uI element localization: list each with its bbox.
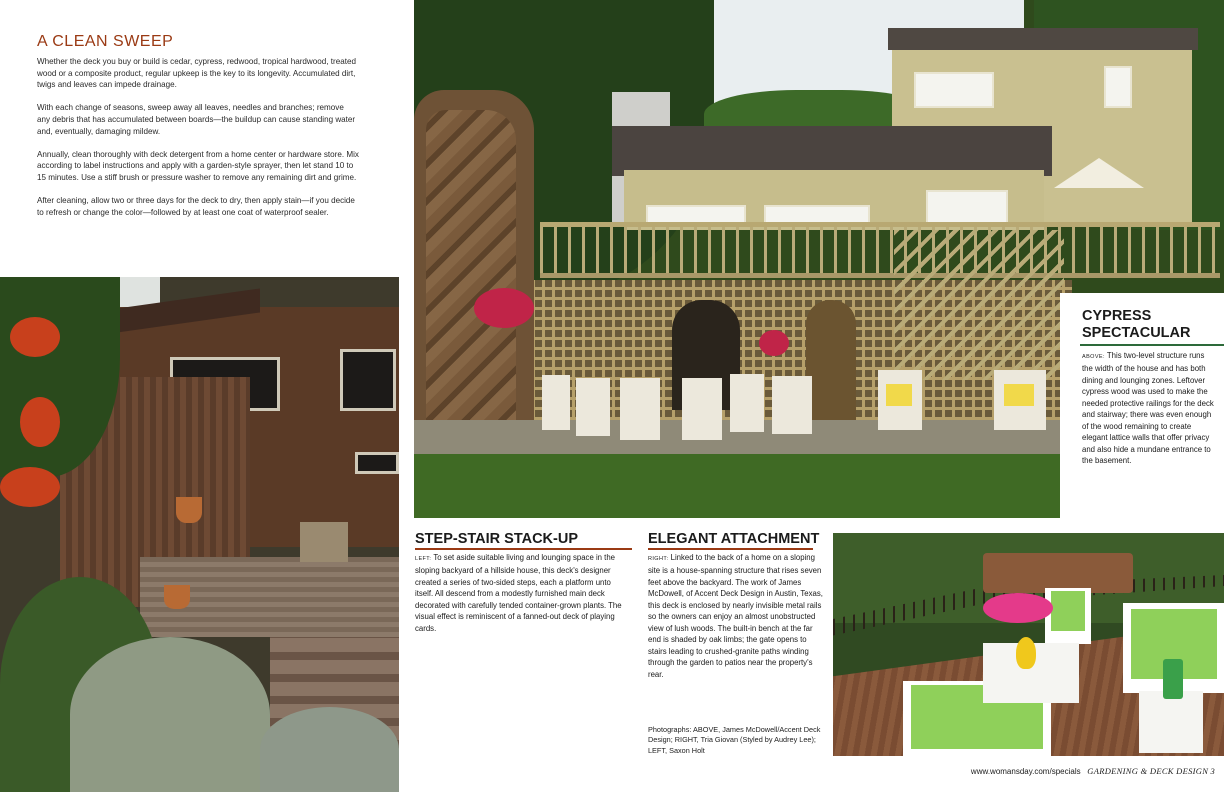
sweep-paragraph: After cleaning, allow two or three days for the deck to dry, then apply stain—if you decide to refresh or change the color—followed by at least one coat of waterproof sealer. [37,196,355,217]
caption-text: To set aside suitable living and lounging space in the sloping backyard of a hillside house, this deck's designer created a series of two-sided steps, each a platform unto itself. All descend from a modestly furnished main deck decorated with carefully tended container-grown plants. The visual effect is reminiscent of a fanned-out deck of playing cards. [415,553,622,633]
side-table [1139,691,1203,753]
sweep-heading: A CLEAN SWEEP [37,33,174,50]
house-window [914,72,994,108]
red-berries [0,467,60,507]
elegant-heading: ELEGANT ATTACHMENT [648,531,820,547]
deck-railing [540,222,1220,278]
patio-chair [772,376,812,434]
caption-label: LEFT: [415,556,432,562]
heading-rule [648,548,813,550]
patio-chair [542,375,570,430]
yellow-duck-figure [1016,637,1036,669]
patio-chair [682,378,722,440]
elegant-caption [648,552,825,680]
red-berries [10,317,60,357]
page-number: 3 [1210,766,1215,776]
lounge-cushion [886,384,912,406]
house-window [1104,66,1132,108]
green-lantern [1163,659,1183,699]
house-roof [612,126,1052,176]
hanging-flowers [474,288,534,328]
house-window [340,349,396,411]
green-cushion [1051,591,1085,631]
heading-rule [1080,344,1224,346]
footer-section: GARDENING & DECK DESIGN [1087,766,1209,776]
potted-flowers [983,593,1053,623]
caption-label: ABOVE: [1082,354,1105,360]
lounge-cushion [1004,384,1034,406]
house-roof [888,28,1198,50]
patio-chair [576,378,610,436]
footer-url[interactable]: www.womansday.com/specials [970,767,1081,776]
photo-step-stair-deck [0,277,399,792]
caption-text: Linked to the back of a home on a sloping site is a house-spanning structure that rises seven feet above the backyard. The work of James McDowell, of Accent Deck Design in Austin, Texas, this deck is enclosed by nearly invisible metal rails so the owners can enjoy an almost unobstructed view of lush woods. The built-in bench at the far end is shaded by oak limbs; the gate opens to stairs leading to crushed-granite paths winding through the garden to patios near the property's rear. [648,553,823,679]
patio-chair [730,374,764,432]
page-footer [950,766,1215,776]
lavender-plants [260,707,399,792]
deck-stairway [894,230,1064,380]
caption-text: This two-level structure runs the width of the house and has both dining and lounging zones. Leftover cypress wood was used to make the needed protective railings for the deck and stairway; there was even enough of the wood remaining to create elegant lattice walls that offer privacy and also hide a mundane entrance to the basement. [1082,351,1214,466]
built-in-bench [983,553,1133,593]
photo-credits: Photographs: ABOVE, James McDowell/Accent Deck Design; RIGHT, Tria Giovan (Styled by Audrey Lee); LEFT, Saxon Holt [648,725,821,755]
caption-label: RIGHT: [648,556,669,562]
heading-rule [415,548,632,550]
house-window [355,452,399,474]
cypress-caption-box [1060,293,1224,518]
stack-up-caption [415,552,630,634]
house-window [926,190,1008,226]
sweep-paragraph: Whether the deck you buy or build is cedar, cypress, redwood, tropical hardwood, treated wood or a composite product, regular upkeep is the key to its longevity. Accumulated dirt, twigs and leaves can impede drainage. [37,57,356,90]
stack-up-heading: STEP-STAIR STACK-UP [415,531,578,547]
stone-texture [426,110,516,430]
lavender-plants [70,637,270,792]
cypress-heading: CYPRESS SPECTACULAR [1082,308,1191,341]
planter-pot [164,585,190,609]
adirondack-chair [300,522,348,562]
potted-flowers [759,330,789,356]
sweep-paragraph: With each change of seasons, sweep away all leaves, needles and branches; remove any debris that has accumulated between boards—the buildup can cause standing water and, eventually, damaging mildew. [37,103,356,136]
patio-chair [620,378,660,440]
sweep-paragraph: Annually, clean thoroughly with deck detergent from a home center or hardware store. Mix according to label instructions and apply with a garden-style sprayer, then let stand 10 to 15 minutes. Use a stiff brush or pressure washer to remove any remaining dirt and grime. [37,149,359,182]
red-berries [20,397,60,447]
photo-elegant-deck [833,533,1224,756]
planter-pot [176,497,202,523]
sweep-article-body [37,56,359,230]
cypress-caption [1082,350,1216,467]
basement-door [806,300,856,420]
